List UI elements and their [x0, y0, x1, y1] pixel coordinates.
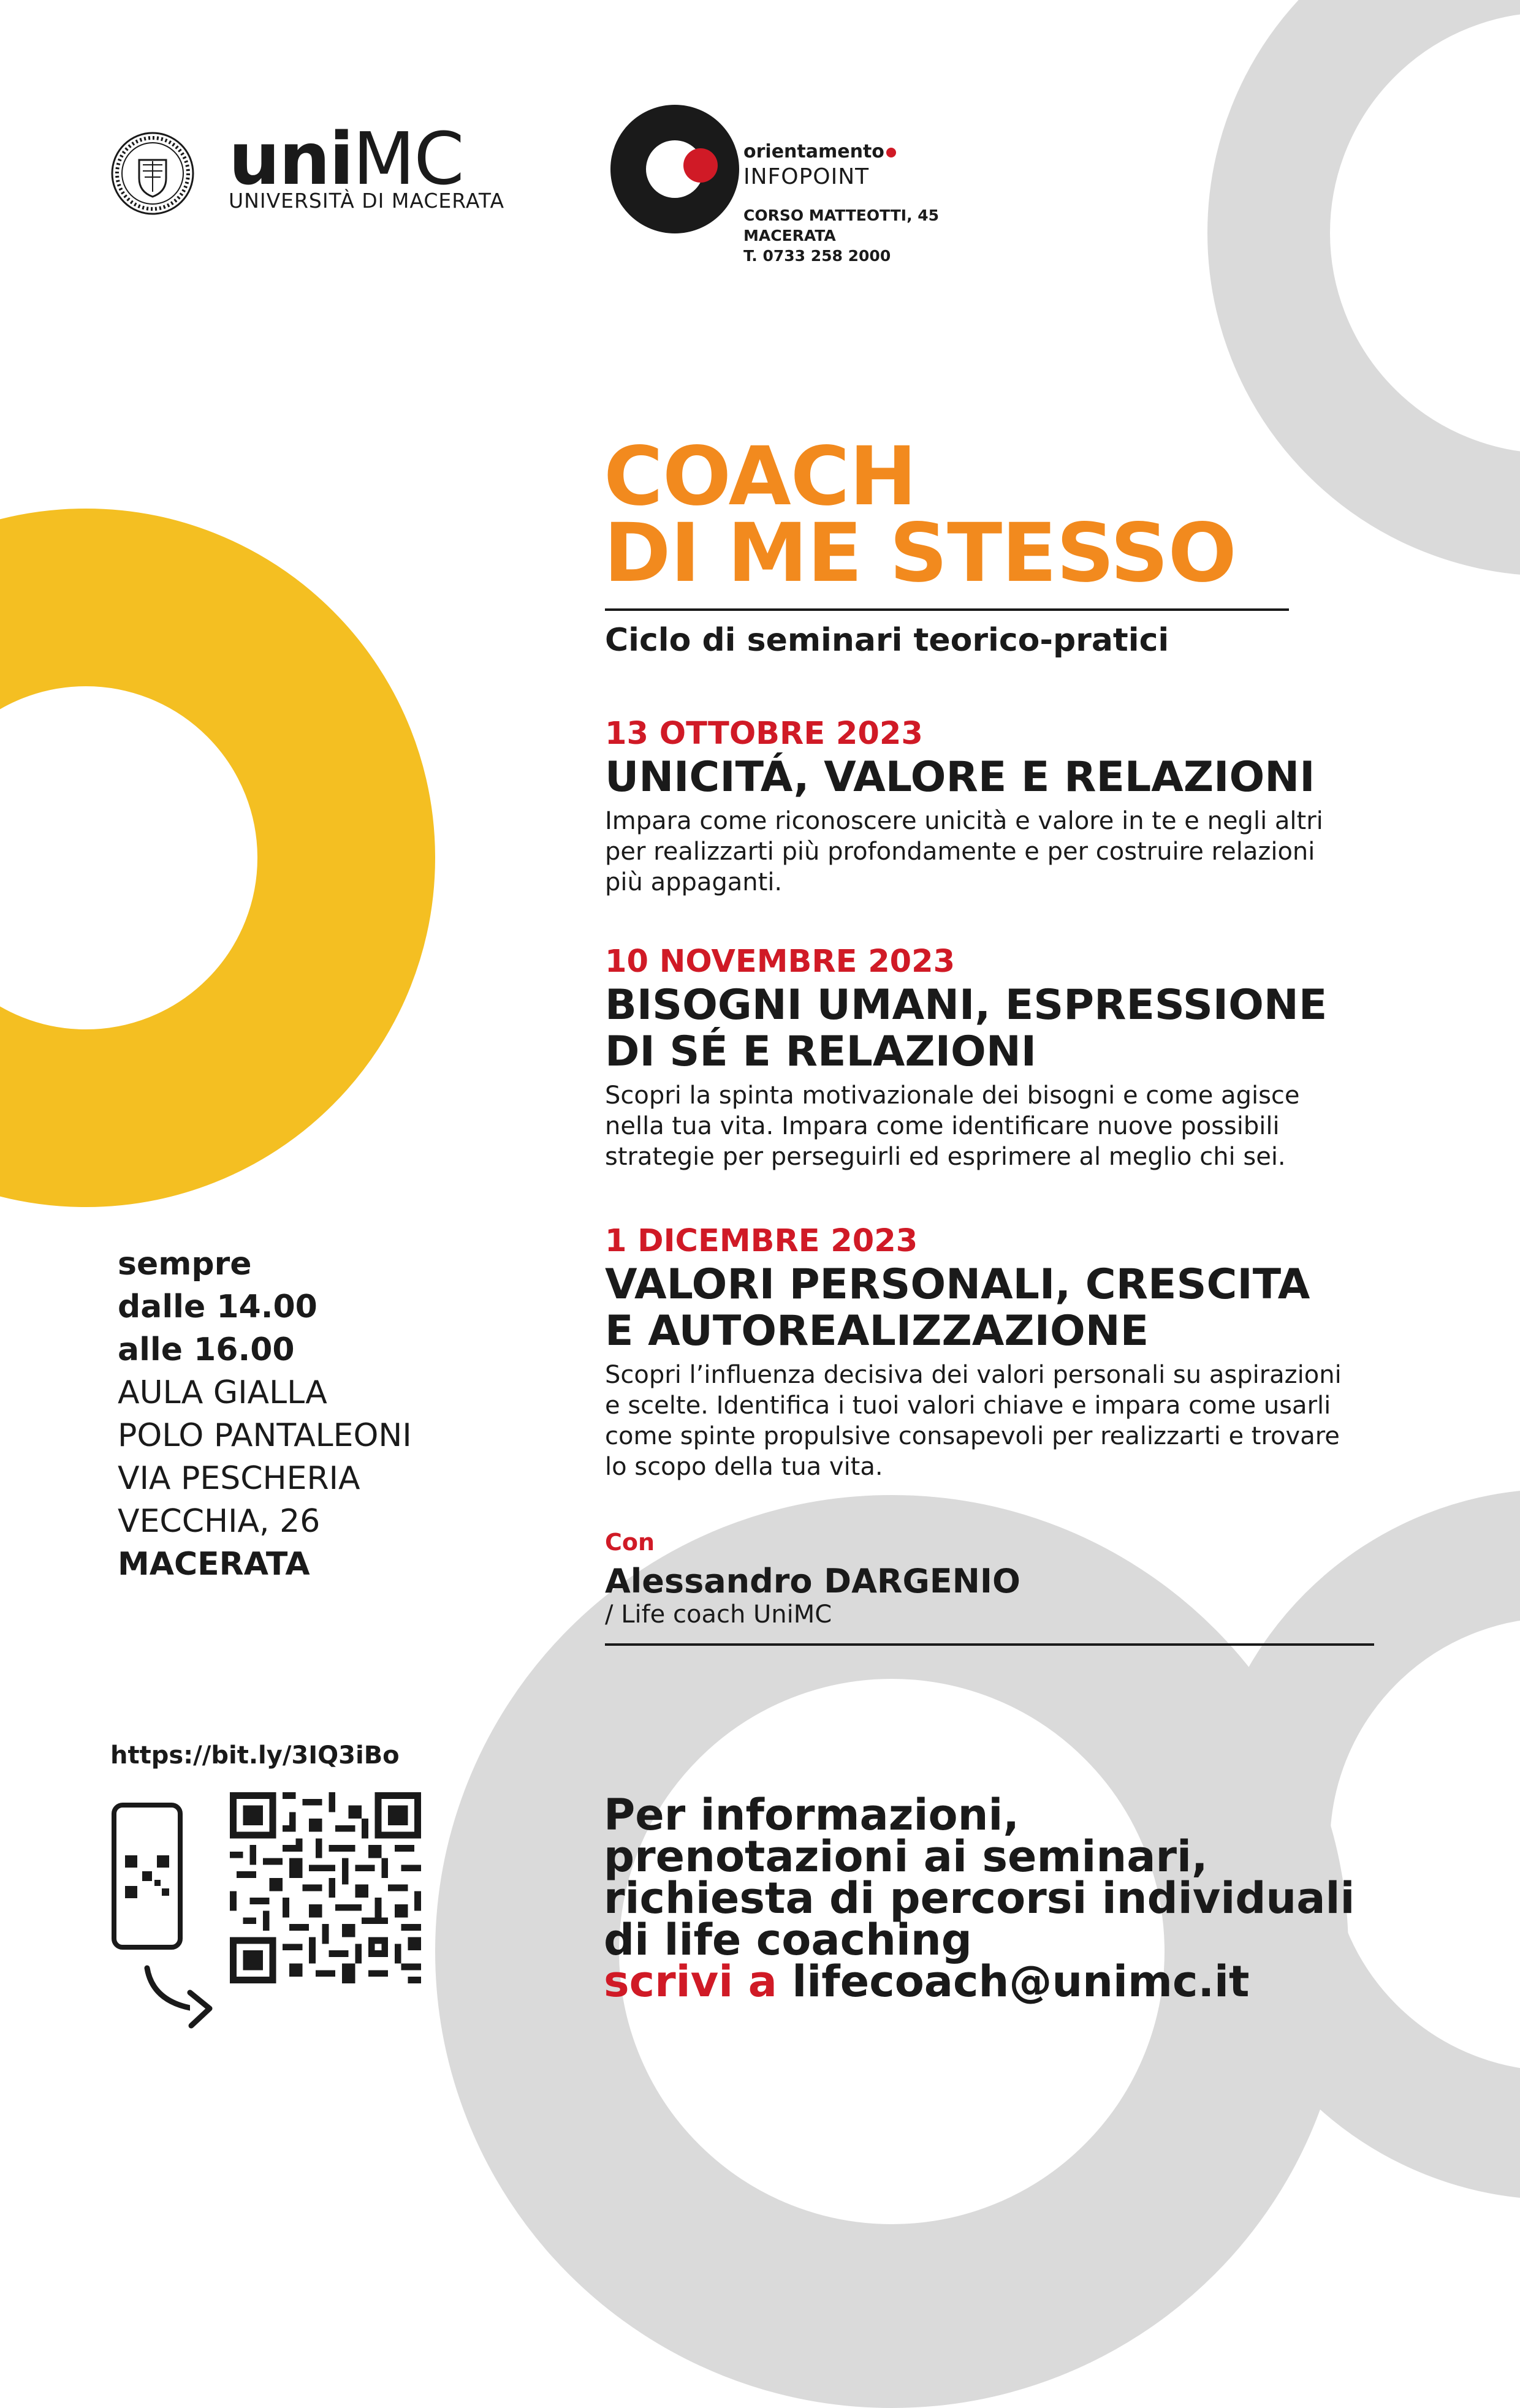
description-line: nella tua vita. Impara come identificare nuove possibili — [605, 1112, 1280, 1140]
infopoint-label: INFOPOINT — [743, 164, 870, 189]
speaker-name: Alessandro DARGENIO — [605, 1562, 1020, 1600]
title-line-1: COACH — [604, 430, 917, 524]
session-date: 10 NOVEMBRE 2023 — [605, 944, 956, 980]
speaker-label: Con — [605, 1529, 655, 1556]
university-seal-icon — [109, 124, 196, 222]
schedule-line: dalle 14.00 — [118, 1289, 317, 1325]
schedule-venue — [118, 1243, 412, 1586]
title-line-2: DI ME STESSO — [604, 506, 1236, 600]
grey-ring-top-right — [1207, 0, 1520, 576]
infopoint-ring-icon — [610, 104, 740, 234]
speaker-block — [605, 1529, 1020, 1629]
address-city: MACERATA — [743, 227, 836, 244]
contact-line: prenotazioni ai seminari, — [604, 1831, 1208, 1882]
speaker-role: / Life coach UniMC — [605, 1600, 832, 1629]
description-line: lo scopo della tua vita. — [605, 1453, 883, 1481]
orientamento-label: orientamento — [743, 141, 884, 162]
subtitle: Ciclo di seminari teorico-pratici — [605, 622, 1169, 659]
venue-line: POLO PANTALEONI — [118, 1417, 412, 1454]
unimc-bold: uni — [229, 116, 353, 201]
address-street: CORSO MATTEOTTI, 45 — [743, 206, 940, 224]
page-title — [604, 430, 1236, 600]
session-2 — [605, 944, 1327, 1172]
unimc-regular: MC — [352, 116, 463, 201]
infopoint-logo — [610, 104, 1002, 270]
unimc-logo — [109, 116, 505, 227]
contact-email[interactable]: lifecoach@unimc.it — [792, 1956, 1250, 2007]
session-title-line: E AUTOREALIZZAZIONE — [605, 1307, 1149, 1355]
venue-city: MACERATA — [118, 1546, 310, 1583]
description-line: per realizzarti più profondamente e per costruire relazioni — [605, 838, 1315, 866]
contact-line: richiesta di percorsi individuali — [604, 1873, 1355, 1923]
session-title-line: BISOGNI UMANI, ESPRESSIONE — [605, 981, 1328, 1029]
session-date: 13 OTTOBRE 2023 — [605, 716, 923, 752]
session-description — [605, 1080, 1327, 1172]
contact-block — [604, 1790, 1355, 2007]
session-title — [605, 1262, 1342, 1355]
session-description — [605, 1360, 1342, 1482]
red-dot-icon — [886, 148, 896, 157]
qr-code[interactable] — [230, 1792, 421, 1983]
session-1 — [605, 716, 1323, 898]
session-3 — [605, 1223, 1342, 1482]
contact-cta: scrivi a — [604, 1956, 777, 2007]
address-phone: T. 0733 258 2000 — [743, 247, 891, 265]
arrow-icon — [178, 1985, 221, 2034]
title-divider — [605, 608, 1289, 611]
description-line: strategie per perseguirli ed esprimere al meglio chi sei. — [605, 1143, 1286, 1171]
short-link[interactable]: https://bit.ly/3IQ3iBo — [110, 1741, 400, 1770]
session-title-line: VALORI PERSONALI, CRESCITA — [605, 1260, 1310, 1309]
session-date: 1 DICEMBRE 2023 — [605, 1223, 918, 1259]
description-line: come spinte propulsive consapevoli per realizzarti e trovare — [605, 1422, 1340, 1450]
session-title-line: DI SÉ E RELAZIONI — [605, 1028, 1037, 1076]
session-title — [605, 754, 1323, 801]
session-description — [605, 806, 1323, 898]
yellow-ring-left — [0, 509, 435, 1207]
schedule-line: sempre — [118, 1246, 252, 1282]
unimc-subtitle: UNIVERSITÀ DI MACERATA — [229, 189, 505, 213]
description-line: Impara come riconoscere unicità e valore in te e negli altri — [605, 807, 1323, 835]
venue-line: VIA PESCHERIA — [118, 1460, 360, 1497]
description-line: più appaganti. — [605, 868, 783, 896]
speaker-divider — [605, 1643, 1374, 1646]
contact-line: Per informazioni, — [604, 1790, 1019, 1840]
schedule-line: alle 16.00 — [118, 1331, 295, 1368]
description-line: Scopri la spinta motivazionale dei bisogni e come agisce — [605, 1081, 1300, 1110]
venue-line: VECCHIA, 26 — [118, 1503, 321, 1540]
session-title-line: UNICITÁ, VALORE E RELAZIONI — [605, 753, 1315, 801]
description-line: Scopri l’influenza decisiva dei valori personali su aspirazioni — [605, 1361, 1342, 1389]
description-line: e scelte. Identifica i tuoi valori chiave e impara come usarli — [605, 1391, 1331, 1420]
venue-line: AULA GIALLA — [118, 1374, 327, 1411]
session-title — [605, 982, 1327, 1075]
contact-line: di life coaching — [604, 1915, 972, 1965]
